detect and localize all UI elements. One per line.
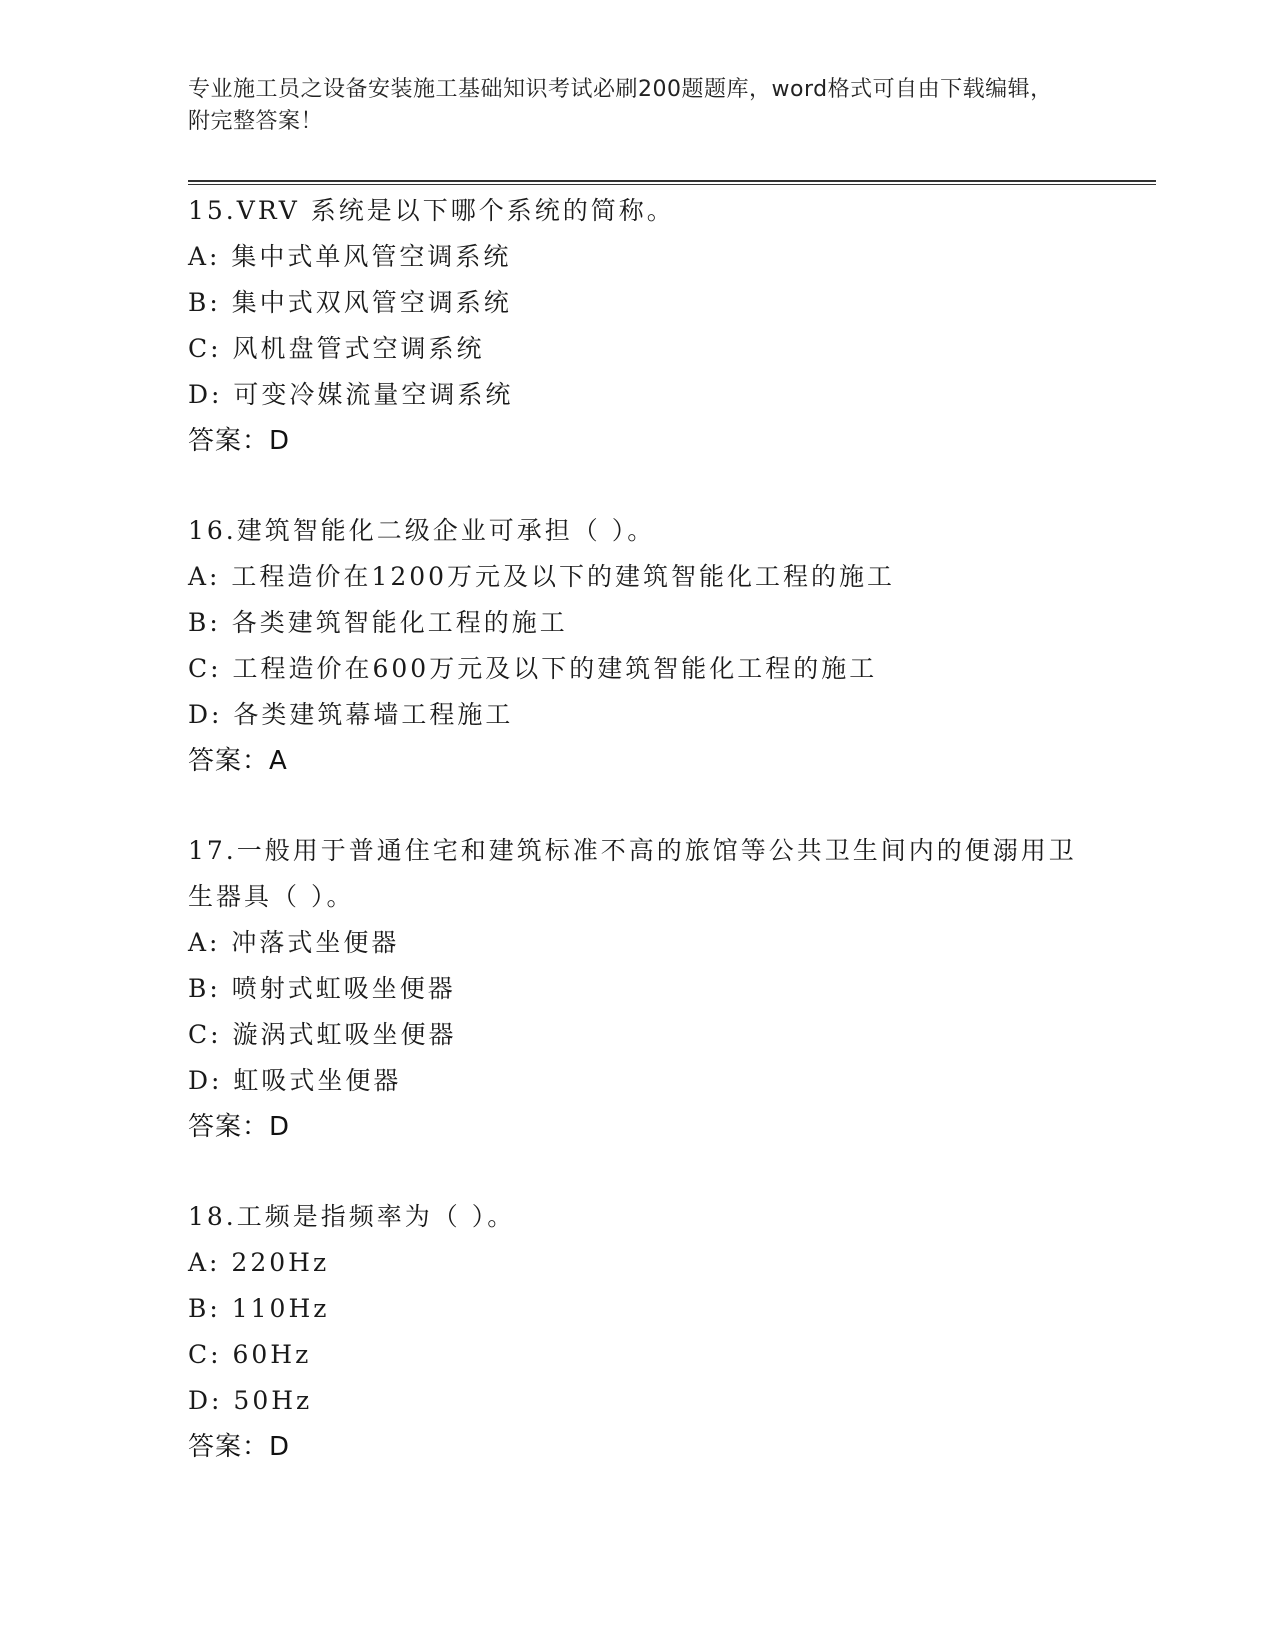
question-17 — [188, 828, 1088, 1150]
answer: 答案：D — [188, 1432, 291, 1462]
option-b: B: 集中式双风管空调系统 — [188, 288, 512, 317]
question-stem: 17.一般用于普通住宅和建筑标准不高的旅馆等公共卫生间内的便溺用卫生器具（ ）。 — [188, 836, 1077, 911]
question-15 — [188, 188, 1088, 464]
option-c: C: 风机盘管式空调系统 — [188, 334, 485, 363]
option-a: A: 220Hz — [188, 1248, 330, 1277]
option-c: C: 60Hz — [188, 1340, 312, 1369]
option-b: B: 喷射式虹吸坐便器 — [188, 974, 456, 1003]
answer: 答案：A — [188, 746, 288, 776]
option-a: A: 集中式单风管空调系统 — [188, 242, 512, 271]
question-stem: 16.建筑智能化二级企业可承担（ ）。 — [188, 516, 656, 545]
option-d: D: 50Hz — [188, 1386, 313, 1415]
option-b: B: 各类建筑智能化工程的施工 — [188, 608, 568, 637]
option-a: A: 工程造价在1200万元及以下的建筑智能化工程的施工 — [188, 562, 896, 591]
answer: 答案：D — [188, 1112, 291, 1142]
question-18 — [188, 1194, 1088, 1470]
question-16 — [188, 508, 1088, 784]
option-d: D: 可变冷媒流量空调系统 — [188, 380, 514, 409]
header-divider — [188, 180, 1156, 185]
option-d: D: 各类建筑幕墙工程施工 — [188, 700, 514, 729]
option-d: D: 虹吸式坐便器 — [188, 1066, 402, 1095]
option-a: A: 冲落式坐便器 — [188, 928, 400, 957]
option-c: C: 漩涡式虹吸坐便器 — [188, 1020, 457, 1049]
answer: 答案：D — [188, 426, 291, 456]
option-b: B: 110Hz — [188, 1294, 330, 1323]
document-header: 专业施工员之设备安装施工基础知识考试必刷200题题库，word格式可自由下载编辑，附完整答案！ — [188, 77, 1053, 134]
question-stem: 15.VRV 系统是以下哪个系统的简称。 — [188, 196, 675, 225]
question-stem: 18.工频是指频率为（ ）。 — [188, 1202, 516, 1231]
option-c: C: 工程造价在600万元及以下的建筑智能化工程的施工 — [188, 654, 878, 683]
